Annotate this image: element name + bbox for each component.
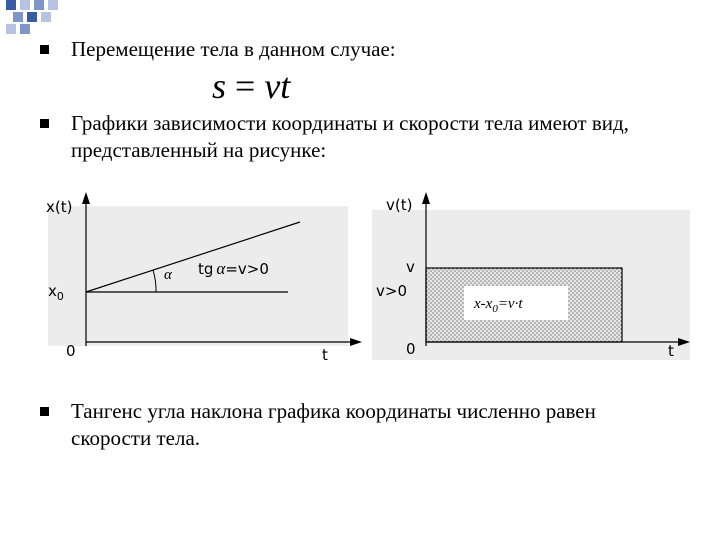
graph-velocity <box>372 188 702 370</box>
formula-vt: vt <box>264 66 291 106</box>
formula-equals: = <box>226 66 265 106</box>
bullet-text-displacement: Перемещение тела в данном случае: <box>71 37 396 61</box>
deco-square <box>41 12 51 22</box>
deco-square <box>20 24 30 34</box>
x0-sub: 0 <box>56 290 64 303</box>
deco-square <box>34 0 44 10</box>
bullet-text-tangent: Тангенс угла наклона графика координаты численно равен скорости тела. <box>71 399 596 450</box>
bullet-marker <box>40 45 49 54</box>
corner-decoration <box>0 0 80 45</box>
y-axis-arrow <box>82 192 90 204</box>
area-x: x-x <box>474 296 493 312</box>
tg-rest: =v>0 <box>225 260 269 278</box>
v-positive-label: v>0 <box>376 282 407 300</box>
x-axis-label: t <box>322 346 328 364</box>
area-rest: =v·t <box>497 296 523 312</box>
tg-text: tg <box>198 260 214 278</box>
x0-main: x <box>48 282 57 300</box>
formula-s: s <box>212 66 227 106</box>
bullet-marker <box>40 407 49 416</box>
origin-label: 0 <box>406 340 416 358</box>
x-axis-arrow <box>350 338 362 346</box>
graph-coordinate <box>38 188 368 370</box>
deco-square <box>6 0 16 10</box>
deco-square <box>27 12 37 22</box>
deco-square <box>48 0 58 10</box>
deco-square <box>20 0 30 10</box>
bullet-marker <box>40 119 49 128</box>
origin-label: 0 <box>66 342 76 360</box>
tg-alpha: α <box>216 259 226 278</box>
deco-square <box>6 24 16 34</box>
area-sub: 0 <box>492 303 498 315</box>
deco-square <box>13 12 23 22</box>
angle-label: α <box>164 267 172 283</box>
y-axis-arrow <box>422 192 430 204</box>
formula-displacement <box>212 64 290 108</box>
x-axis-label: t <box>668 342 674 360</box>
y-axis-label: v(t) <box>386 196 413 214</box>
bullet-text-graphs: Графики зависимости координаты и скорости тела имеют вид, представленный на рисунке: <box>71 111 629 162</box>
v-label: v <box>406 258 415 276</box>
tangent-label <box>198 259 269 278</box>
y-axis-label: x(t) <box>46 198 73 216</box>
